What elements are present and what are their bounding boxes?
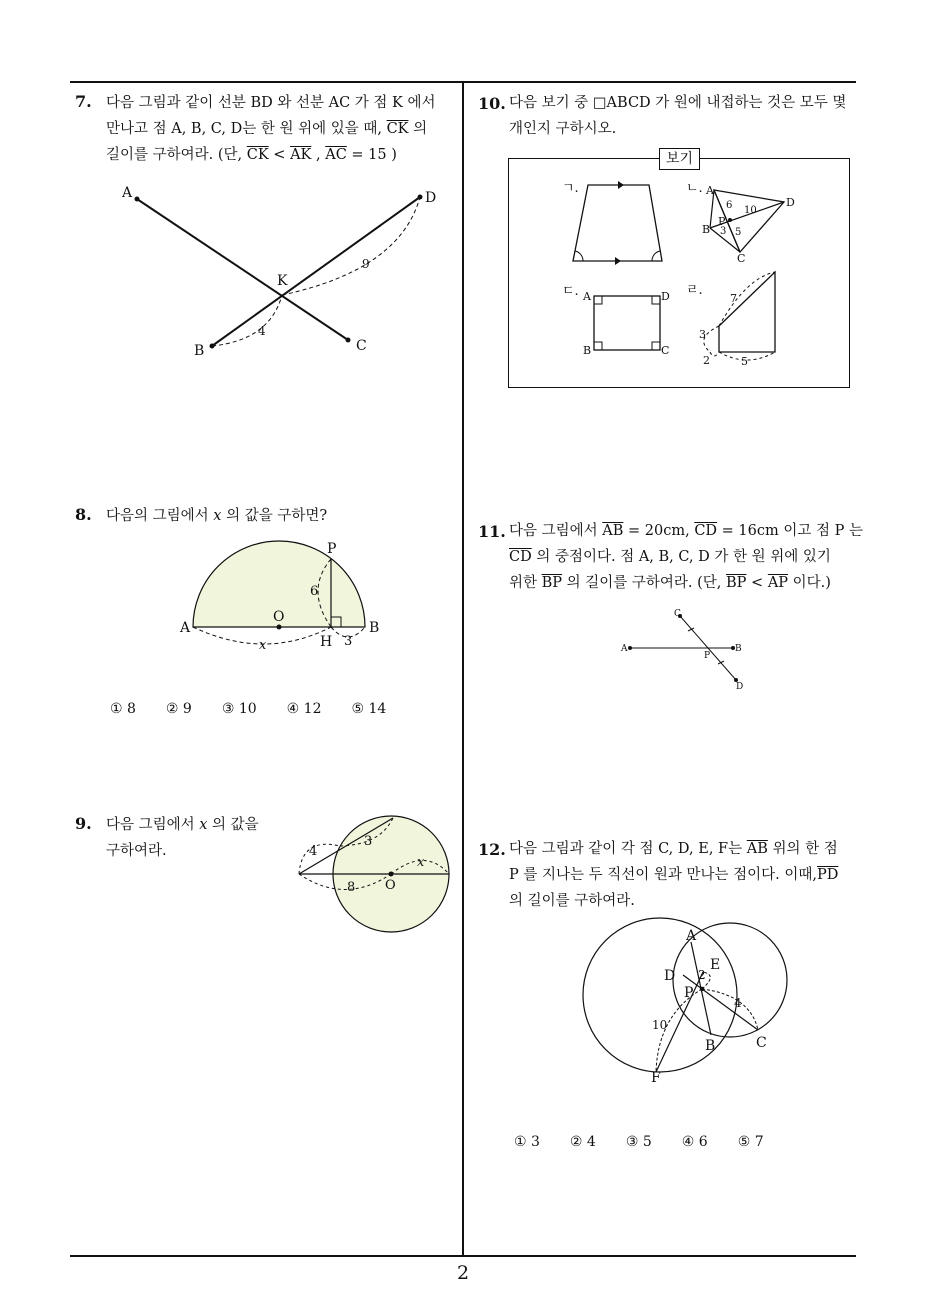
text-span: < xyxy=(746,575,768,591)
text-span: = 16cm 이고 점 P 는 xyxy=(717,523,863,539)
segment-label: $\overline{BP}$ xyxy=(541,575,563,591)
text-line xyxy=(106,142,458,168)
text-span: 의 길이를 구하여라. (단, xyxy=(562,575,727,591)
example-box-title: 보기 xyxy=(659,148,700,170)
text-span: P 를 지나는 두 직선이 원과 만나는 점이다. 이때, xyxy=(509,867,817,883)
choice-1[interactable]: ① 8 xyxy=(110,701,136,717)
choice-2[interactable]: ② 9 xyxy=(165,701,192,717)
text-span: 위의 한 점 xyxy=(767,841,838,857)
segment-label: $\overline{CD}$ xyxy=(509,549,532,565)
segment-label: $\overline{CK}$ xyxy=(386,121,409,137)
question-text xyxy=(106,812,306,864)
point-label: A xyxy=(180,620,191,636)
text-line: 개인지 구하시오. xyxy=(509,121,617,137)
length-label: 5 xyxy=(735,227,742,238)
length-label: 4 xyxy=(258,324,266,338)
text-line xyxy=(106,116,458,142)
point-label: A xyxy=(686,928,697,944)
text-line xyxy=(509,570,864,596)
figure-q8 xyxy=(175,535,415,655)
point-label: B xyxy=(583,344,592,357)
point-label: O xyxy=(273,609,285,625)
length-label: 3 xyxy=(344,634,353,649)
choice-2[interactable]: ② 4 xyxy=(569,1134,596,1150)
question-text xyxy=(106,503,458,529)
text-line xyxy=(509,518,864,544)
text-span: 다음 그림에서 xyxy=(106,817,200,833)
length-label: 4 xyxy=(734,996,742,1010)
text-line: 다음 그림과 같이 선분 BD 와 선분 AC 가 점 K 에서 xyxy=(106,95,436,111)
variable: x xyxy=(199,817,208,833)
text-span: 의 값을 xyxy=(207,817,259,833)
choice-4[interactable]: ④ 12 xyxy=(286,701,322,717)
length-label: 3 xyxy=(364,834,373,849)
text-span: = 15 ) xyxy=(346,147,397,163)
figure-q12 xyxy=(578,925,818,1095)
segment-label: $\overline{PD}$ xyxy=(816,867,839,883)
text-line xyxy=(509,836,864,862)
point-label: A xyxy=(706,184,714,197)
text-span: 만나고 점 A, B, C, D는 한 원 위에 있을 때, xyxy=(106,121,387,137)
item-label: ㄷ. xyxy=(562,284,579,299)
point-label: B xyxy=(735,644,742,654)
text-span: , xyxy=(311,147,326,163)
length-label: 9 xyxy=(362,257,370,271)
choice-3[interactable]: ③ 5 xyxy=(625,1134,652,1150)
question-text xyxy=(509,518,864,596)
point-label: D xyxy=(661,290,670,303)
point-label: P xyxy=(704,651,711,661)
point-label: D xyxy=(664,968,676,984)
length-label: 3 xyxy=(720,226,727,237)
point-label: D xyxy=(736,682,744,692)
text-span: 의 값을 구하면? xyxy=(221,508,328,524)
question-text xyxy=(106,90,458,168)
figure-q10-n xyxy=(686,180,806,270)
variable-label: x xyxy=(259,638,267,653)
point-label: A xyxy=(621,644,628,654)
point-label: B xyxy=(369,620,380,636)
length-label: 8 xyxy=(347,880,356,895)
point-label: C xyxy=(756,1035,767,1051)
text-span: 의 xyxy=(408,121,428,137)
length-label: 3 xyxy=(699,328,706,341)
bottom-rule xyxy=(70,1255,856,1257)
segment-label: $\overline{AB}$ xyxy=(602,523,624,539)
item-label: ㄱ. xyxy=(562,181,579,196)
variable: x xyxy=(213,508,222,524)
segment-label: $\overline{AC}$ xyxy=(325,147,347,163)
length-label: 7 xyxy=(730,292,737,305)
text-line: 다음 보기 중 □ABCD 가 원에 내접하는 것은 모두 몇 xyxy=(509,95,847,111)
segment-label: $\overline{AP}$ xyxy=(767,575,789,591)
question-number: 7. xyxy=(75,92,92,111)
text-span: 길이를 구하여라. (단, xyxy=(106,147,247,163)
point-label: C xyxy=(737,252,746,265)
choice-4[interactable]: ④ 6 xyxy=(681,1134,708,1150)
column-divider xyxy=(462,82,464,1256)
choice-3[interactable]: ③ 10 xyxy=(221,701,257,717)
point-label: E xyxy=(710,957,721,973)
point-label: D xyxy=(786,196,795,209)
figure-q7 xyxy=(110,175,450,375)
question-number: 11. xyxy=(478,522,506,541)
point-label: C xyxy=(356,338,367,354)
choice-1[interactable]: ① 3 xyxy=(514,1134,540,1150)
point-label: K xyxy=(277,273,288,289)
text-line xyxy=(509,544,864,570)
text-line xyxy=(106,812,306,838)
point-label: H xyxy=(320,634,333,650)
segment-label: $\overline{CK}$ xyxy=(246,147,269,163)
length-label: 4 xyxy=(309,844,318,859)
variable-label: x xyxy=(417,855,425,870)
point-label: P xyxy=(327,541,337,557)
length-label: 10 xyxy=(744,205,757,216)
figure-q9 xyxy=(290,805,460,945)
answer-choices xyxy=(110,701,416,717)
point-label: P xyxy=(684,985,694,1001)
text-span: 다음의 그림에서 xyxy=(106,508,214,524)
segment-label: $\overline{BP}$ xyxy=(726,575,747,591)
text-line xyxy=(509,862,864,888)
question-number: 12. xyxy=(478,840,506,859)
figure-q11 xyxy=(618,606,758,696)
page-number: 2 xyxy=(456,1262,470,1284)
point-label: F xyxy=(651,1070,661,1086)
figure-q10-r xyxy=(686,268,796,368)
choice-5[interactable]: ⑤ 14 xyxy=(351,701,387,717)
point-label: B xyxy=(705,1038,716,1054)
length-label: 5 xyxy=(741,355,748,368)
point-label: O xyxy=(385,878,396,893)
question-number: 8. xyxy=(75,505,92,524)
segment-label: $\overline{AK}$ xyxy=(290,147,312,163)
figure-q10-d xyxy=(560,283,680,363)
text-span: 의 중점이다. 점 A, B, C, D 가 한 원 위에 있기 xyxy=(531,549,831,565)
point-label: B xyxy=(702,223,711,236)
text-line: 구하여라. xyxy=(106,843,167,859)
text-span: 다음 그림에서 xyxy=(509,523,603,539)
text-span: 다음 그림과 같이 각 점 C, D, E, F는 xyxy=(509,841,747,857)
length-label: 10 xyxy=(652,1018,668,1032)
answer-choices xyxy=(514,1134,794,1150)
length-label: 6 xyxy=(310,584,319,599)
length-label: 2 xyxy=(698,968,706,982)
point-label: C xyxy=(661,344,670,357)
text-span: 이다.) xyxy=(788,575,831,591)
text-line: 의 길이를 구하여라. xyxy=(509,893,635,909)
question-number: 9. xyxy=(75,814,92,833)
point-label: D xyxy=(425,190,437,206)
text-span: = 20cm, xyxy=(623,523,695,539)
text-span: 위한 xyxy=(509,575,542,591)
choice-5[interactable]: ⑤ 7 xyxy=(737,1134,764,1150)
point-label: C xyxy=(674,609,681,619)
point-label: P xyxy=(718,215,726,228)
figure-q10-g xyxy=(560,178,690,273)
point-label: B xyxy=(194,343,205,359)
question-text xyxy=(509,836,864,914)
question-number: 10. xyxy=(478,94,506,113)
item-label: ㄴ. xyxy=(686,181,703,196)
segment-label: $\overline{AB}$ xyxy=(746,841,768,857)
question-text xyxy=(509,90,859,142)
text-span: < xyxy=(268,147,291,163)
point-label: A xyxy=(122,185,133,201)
segment-label: $\overline{CD}$ xyxy=(694,523,718,539)
length-label: 6 xyxy=(726,200,733,211)
length-label: 2 xyxy=(703,354,710,367)
point-label: A xyxy=(583,290,591,303)
item-label: ㄹ. xyxy=(686,283,703,298)
